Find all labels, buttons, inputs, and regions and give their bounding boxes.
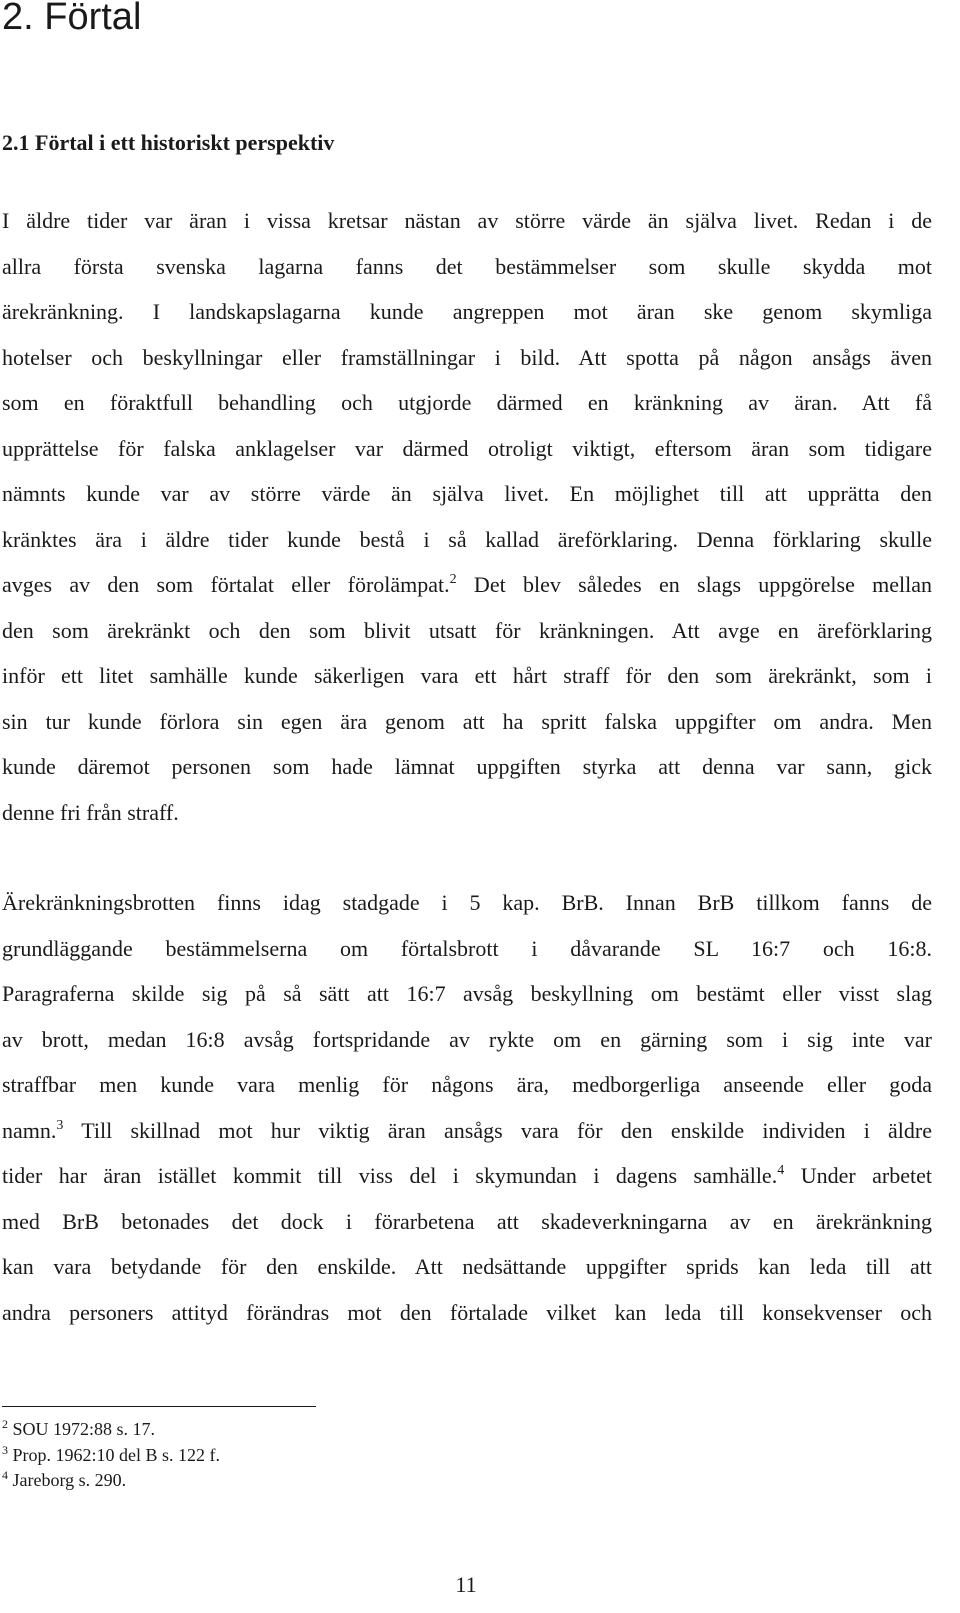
text-line: med BrB betonades det dock i förarbetena att skadeverkningarna av en ärekränkning: [2, 1208, 932, 1234]
text-line: inför ett litet samhälle kunde säkerligen vara ett hårt straff för den som ärekränkt, som i: [2, 663, 932, 688]
footnote-number: 2: [2, 1417, 8, 1431]
text-line: av brott, medan 16:8 avsåg fortspridande av rykte om en gärning som i sig inte var: [2, 1026, 932, 1052]
footnote-number: 4: [2, 1468, 8, 1482]
text-line: Ärekränkningsbrotten finns idag stadgade i 5 kap. BrB. Innan BrB tillkom fanns de: [2, 890, 932, 915]
text-line: allra första svenska lagarna fanns det bestämmelser som skulle skydda mot: [2, 253, 932, 279]
text-line: sin tur kunde förlora sin egen ära genom att ha spritt falska uppgifter om andra. Men: [2, 708, 932, 734]
text-line: nämnts kunde var av större värde än själva livet. En möjlighet till att upprätta den: [2, 481, 932, 506]
text-run: namn.: [2, 1117, 57, 1143]
text-line: [2, 1108, 932, 1154]
footnote-reference[interactable]: 2: [449, 572, 457, 587]
text-line: grundläggande bestämmelserna om förtalsbrott i dåvarande SL 16:7 och 16:8.: [2, 935, 932, 961]
text-run: Till skillnad mot hur viktig äran ansågs vara för den enskilde individen i äldre: [63, 1117, 932, 1143]
footnote: [2, 1468, 220, 1494]
text-run: avges av den som förtalat eller förolämpat.: [2, 572, 450, 597]
footnote: [2, 1417, 220, 1443]
page-number: 11: [455, 1572, 477, 1597]
text-line: den som ärekränkt och den som blivit utsatt för kränkningen. Att avge en äreförklaring: [2, 617, 932, 643]
text-line: I äldre tider var äran i vissa kretsar nästan av större värde än själva livet. Redan i de: [2, 208, 932, 233]
footnotes: [2, 1417, 220, 1494]
text-line: hotelser och beskyllningar eller framställningar i bild. Att spotta på någon ansågs även: [2, 344, 932, 370]
text-line: [2, 1153, 932, 1199]
footnote-text: SOU 1972:88 s. 17.: [8, 1419, 156, 1439]
text-run: Under arbetet: [784, 1163, 932, 1188]
footnote: [2, 1443, 220, 1469]
text-line: kunde däremot personen som hade lämnat uppgiften styrka att denna var sann, gick: [2, 754, 932, 779]
text-line: som en föraktfull behandling och utgjorde därmed en kränkning av äran. Att få: [2, 390, 932, 415]
text-line: andra personers attityd förändras mot den förtalade vilket kan leda till konsekvenser och: [2, 1299, 932, 1325]
body-paragraph-1: [2, 198, 932, 835]
text-line: Paragraferna skilde sig på så sätt att 16:7 avsåg beskyllning om bestämt eller visst slag: [2, 981, 932, 1006]
body-paragraph-2: [2, 880, 932, 1335]
footnote-text: Jareborg s. 290.: [8, 1470, 127, 1490]
text-line: straffbar men kunde vara menlig för någons ära, medborgerliga anseende eller goda: [2, 1072, 932, 1097]
footnote-reference[interactable]: 3: [56, 1117, 64, 1133]
footnote-text: Prop. 1962:10 del B s. 122 f.: [8, 1444, 221, 1465]
footnote-reference[interactable]: 4: [777, 1163, 785, 1178]
text-run: Det blev således en slags uppgörelse mellan: [456, 572, 932, 597]
text-line: kan vara betydande för den enskilde. Att nedsättande uppgifter sprids kan leda till att: [2, 1254, 932, 1279]
footnote-separator: [2, 1406, 316, 1407]
text-line: ärekränkning. I landskapslagarna kunde angreppen mot äran ske genom skymliga: [2, 299, 932, 324]
chapter-title: 2. Förtal: [2, 0, 142, 38]
section-heading: 2.1 Förtal i ett historiskt perspektiv: [2, 130, 335, 155]
text-line: upprättelse för falska anklagelser var därmed otroligt viktigt, eftersom äran som tidigare: [2, 435, 932, 461]
text-run: tider har äran istället kommit till viss del i skymundan i dagens samhälle.: [2, 1163, 778, 1188]
text-line: [2, 562, 932, 608]
text-line: kränktes ära i äldre tider kunde bestå i så kallad äreförklaring. Denna förklaring skulle: [2, 526, 932, 552]
text-line: denne fri från straff.: [2, 799, 179, 825]
footnote-number: 3: [2, 1442, 8, 1457]
